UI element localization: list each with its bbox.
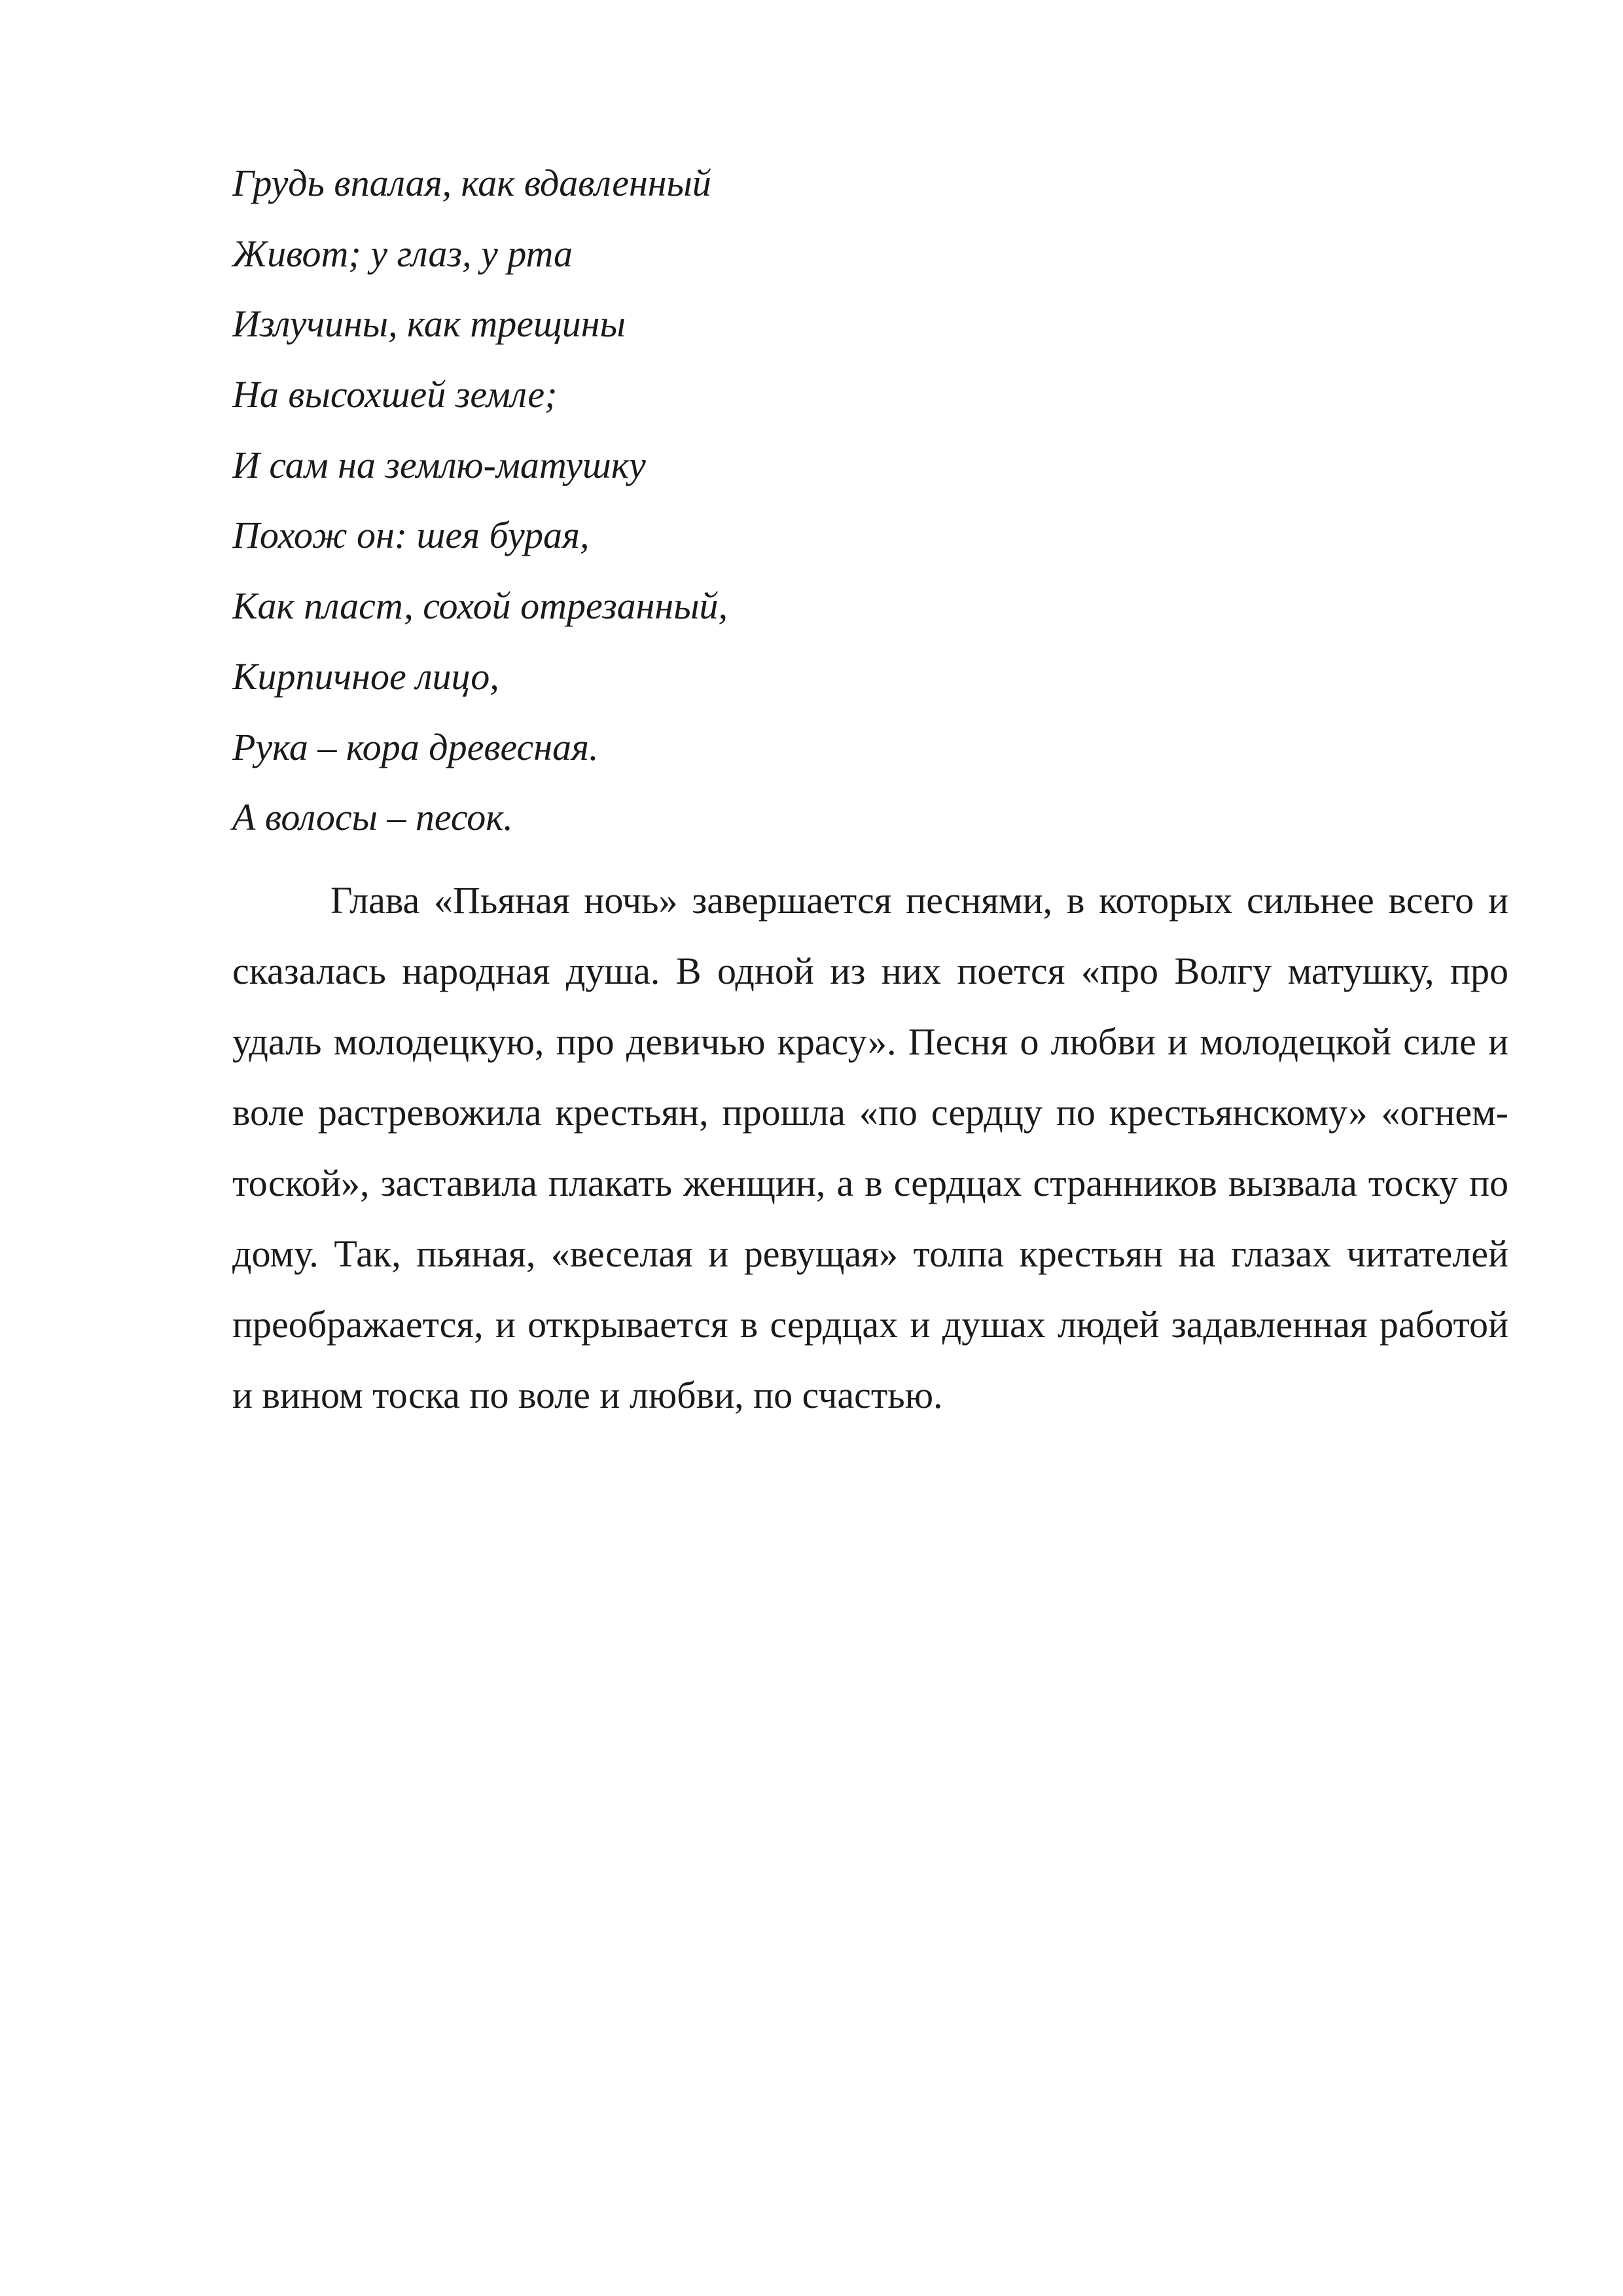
poem-line: А волосы – песок. [232, 796, 513, 839]
poem-line: На высохшей земле; [232, 373, 558, 416]
page-content [232, 148, 1508, 1431]
poem-line: Кирпичное лицо, [232, 655, 499, 698]
poem-line: Излучины, как трещины [232, 302, 626, 346]
poem-line: Похож он: шея бурая, [232, 514, 590, 557]
poem-line: И сам на землю-матушку [232, 443, 646, 486]
poem-line: Живот; у глаз, у рта [232, 232, 573, 275]
body-paragraph: Глава «Пьяная ночь» завершается песнями, в которых сильнее всего и сказалась народная душа. В одной из них поется «про Волгу матушку, про удаль молодецкую, про девичью красу». Песня о любви и молодецкой силе и воле растревожила крестьян, прошла «по сердцу по крестьянскому» «огнем-тоской», заставила плакать женщин, а в сердцах странников вызвала тоску по дому. Так, пьяная, «веселая и ревущая» толпа крестьян на глазах читателей преображается, и открывается в сердцах и душах людей задавленная работой и вином тоска по воле и любви, по счастью. [232, 878, 1508, 1416]
poem-line: Грудь впалая, как вдавленный [232, 162, 711, 204]
poem-line: Рука – кора древесная. [232, 725, 599, 768]
poem-line: Как пласт, сохой отрезанный, [232, 584, 728, 628]
poem-excerpt [232, 148, 1508, 853]
